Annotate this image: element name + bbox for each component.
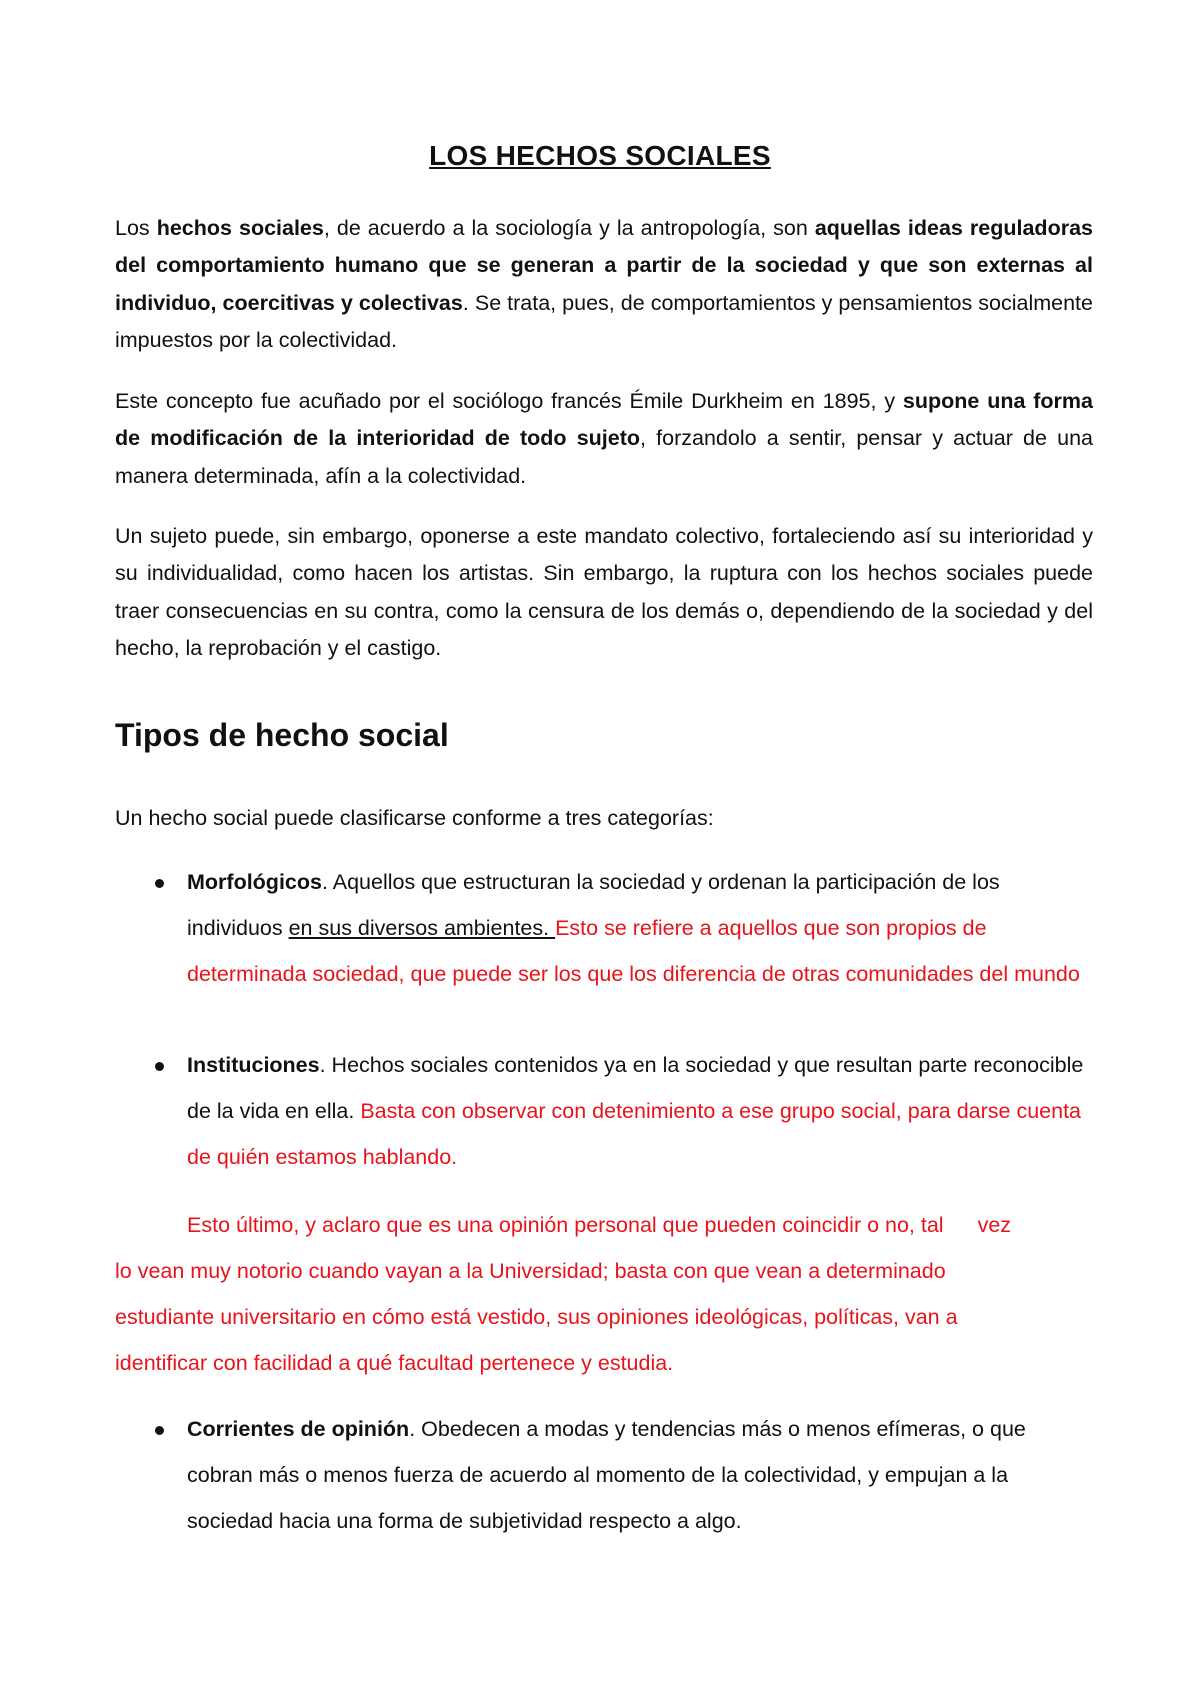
- item-underlined-text: en sus diversos ambientes.: [288, 916, 556, 940]
- text-span: , de acuerdo a la sociología y la antropología, son: [323, 216, 815, 240]
- item-term: Instituciones: [187, 1053, 320, 1077]
- section-heading: Tipos de hecho social: [115, 717, 449, 753]
- text-span: , forzandolo a sentir, pensar y actuar de una manera determinada, afín a la colectividad.: [115, 426, 1094, 488]
- bold-definition: aquellas ideas reguladoras del comportamiento humano que se generan a partir de la sociedad y que son externas al individuo, coercitivas y colectivas: [115, 216, 1093, 315]
- list-item-corrientes: [187, 1406, 1087, 1544]
- item-text: . Aquellos que estructuran la sociedad y ordenan la participación de los individuos: [187, 870, 1000, 940]
- opinion-line: estudiante universitario en cómo está vestido, sus opiniones ideológicas, políticas, van a: [115, 1305, 958, 1329]
- list-item-instituciones: [187, 1042, 1087, 1180]
- item-text: . Obedecen a modas y tendencias más o menos efímeras, o que cobran más o menos fuerza de acuerdo al momento de la colectividad, y empujan a la sociedad hacia una forma de subjetividad respecto a algo.: [187, 1417, 1026, 1533]
- bullet-icon: [155, 879, 164, 888]
- text-span: Los: [115, 216, 157, 240]
- paragraph-opposition: Un sujeto puede, sin embargo, oponerse a este mandato colectivo, fortaleciendo así su interioridad y su individualidad, como hacen los artistas. Sin embargo, la ruptura con los hechos sociales puede traer consecuencias en su contra, como la censura de los demás o, dependiendo de la sociedad y del hecho, la reprobación y el castigo.: [115, 524, 1093, 661]
- opinion-line: identificar con facilidad a qué facultad pertenece y estudia.: [115, 1351, 674, 1375]
- opinion-line: lo vean muy notorio cuando vayan a la Universidad; basta con que vean a determinado: [115, 1259, 946, 1283]
- bullet-icon: [155, 1426, 164, 1435]
- paragraph-durkheim: [115, 383, 1093, 495]
- bold-phrase: supone una forma de modificación de la interioridad de todo sujeto: [115, 389, 1093, 451]
- item-annotation: Basta con observar con detenimiento a ese grupo social, para darse cuenta de quién estamos hablando.: [187, 1099, 1082, 1169]
- bullet-icon: [155, 1062, 164, 1071]
- text-span: Este concepto fue acuñado por el sociólogo francés Émile Durkheim en 1895, y: [115, 389, 903, 413]
- document-title: LOS HECHOS SOCIALES: [429, 140, 771, 171]
- item-term: Corrientes de opinión: [187, 1417, 410, 1441]
- text-span: . Se trata, pues, de comportamientos y pensamientos socialmente impuestos por la colectividad.: [115, 290, 1093, 353]
- item-text: . Hechos sociales contenidos ya en la sociedad y que resultan parte reconocible de la vida en ella.: [187, 1053, 1084, 1123]
- personal-opinion-paragraph: [115, 1202, 1075, 1386]
- paragraph-definition: [115, 210, 1093, 360]
- section-intro: Un hecho social puede clasificarse conforme a tres categorías:: [115, 806, 714, 830]
- item-term: Morfológicos: [187, 870, 322, 894]
- bold-term: hechos sociales: [156, 216, 324, 240]
- item-annotation: Esto se refiere a aquellos que son propios de determinada sociedad, que puede ser los que los diferencia de otras comunidades del mundo: [187, 916, 1080, 986]
- list-item-morfologicos: [187, 859, 1087, 997]
- opinion-line: Esto último, y aclaro que es una opinión personal que pueden coincidir o no, tal vez: [187, 1213, 1012, 1237]
